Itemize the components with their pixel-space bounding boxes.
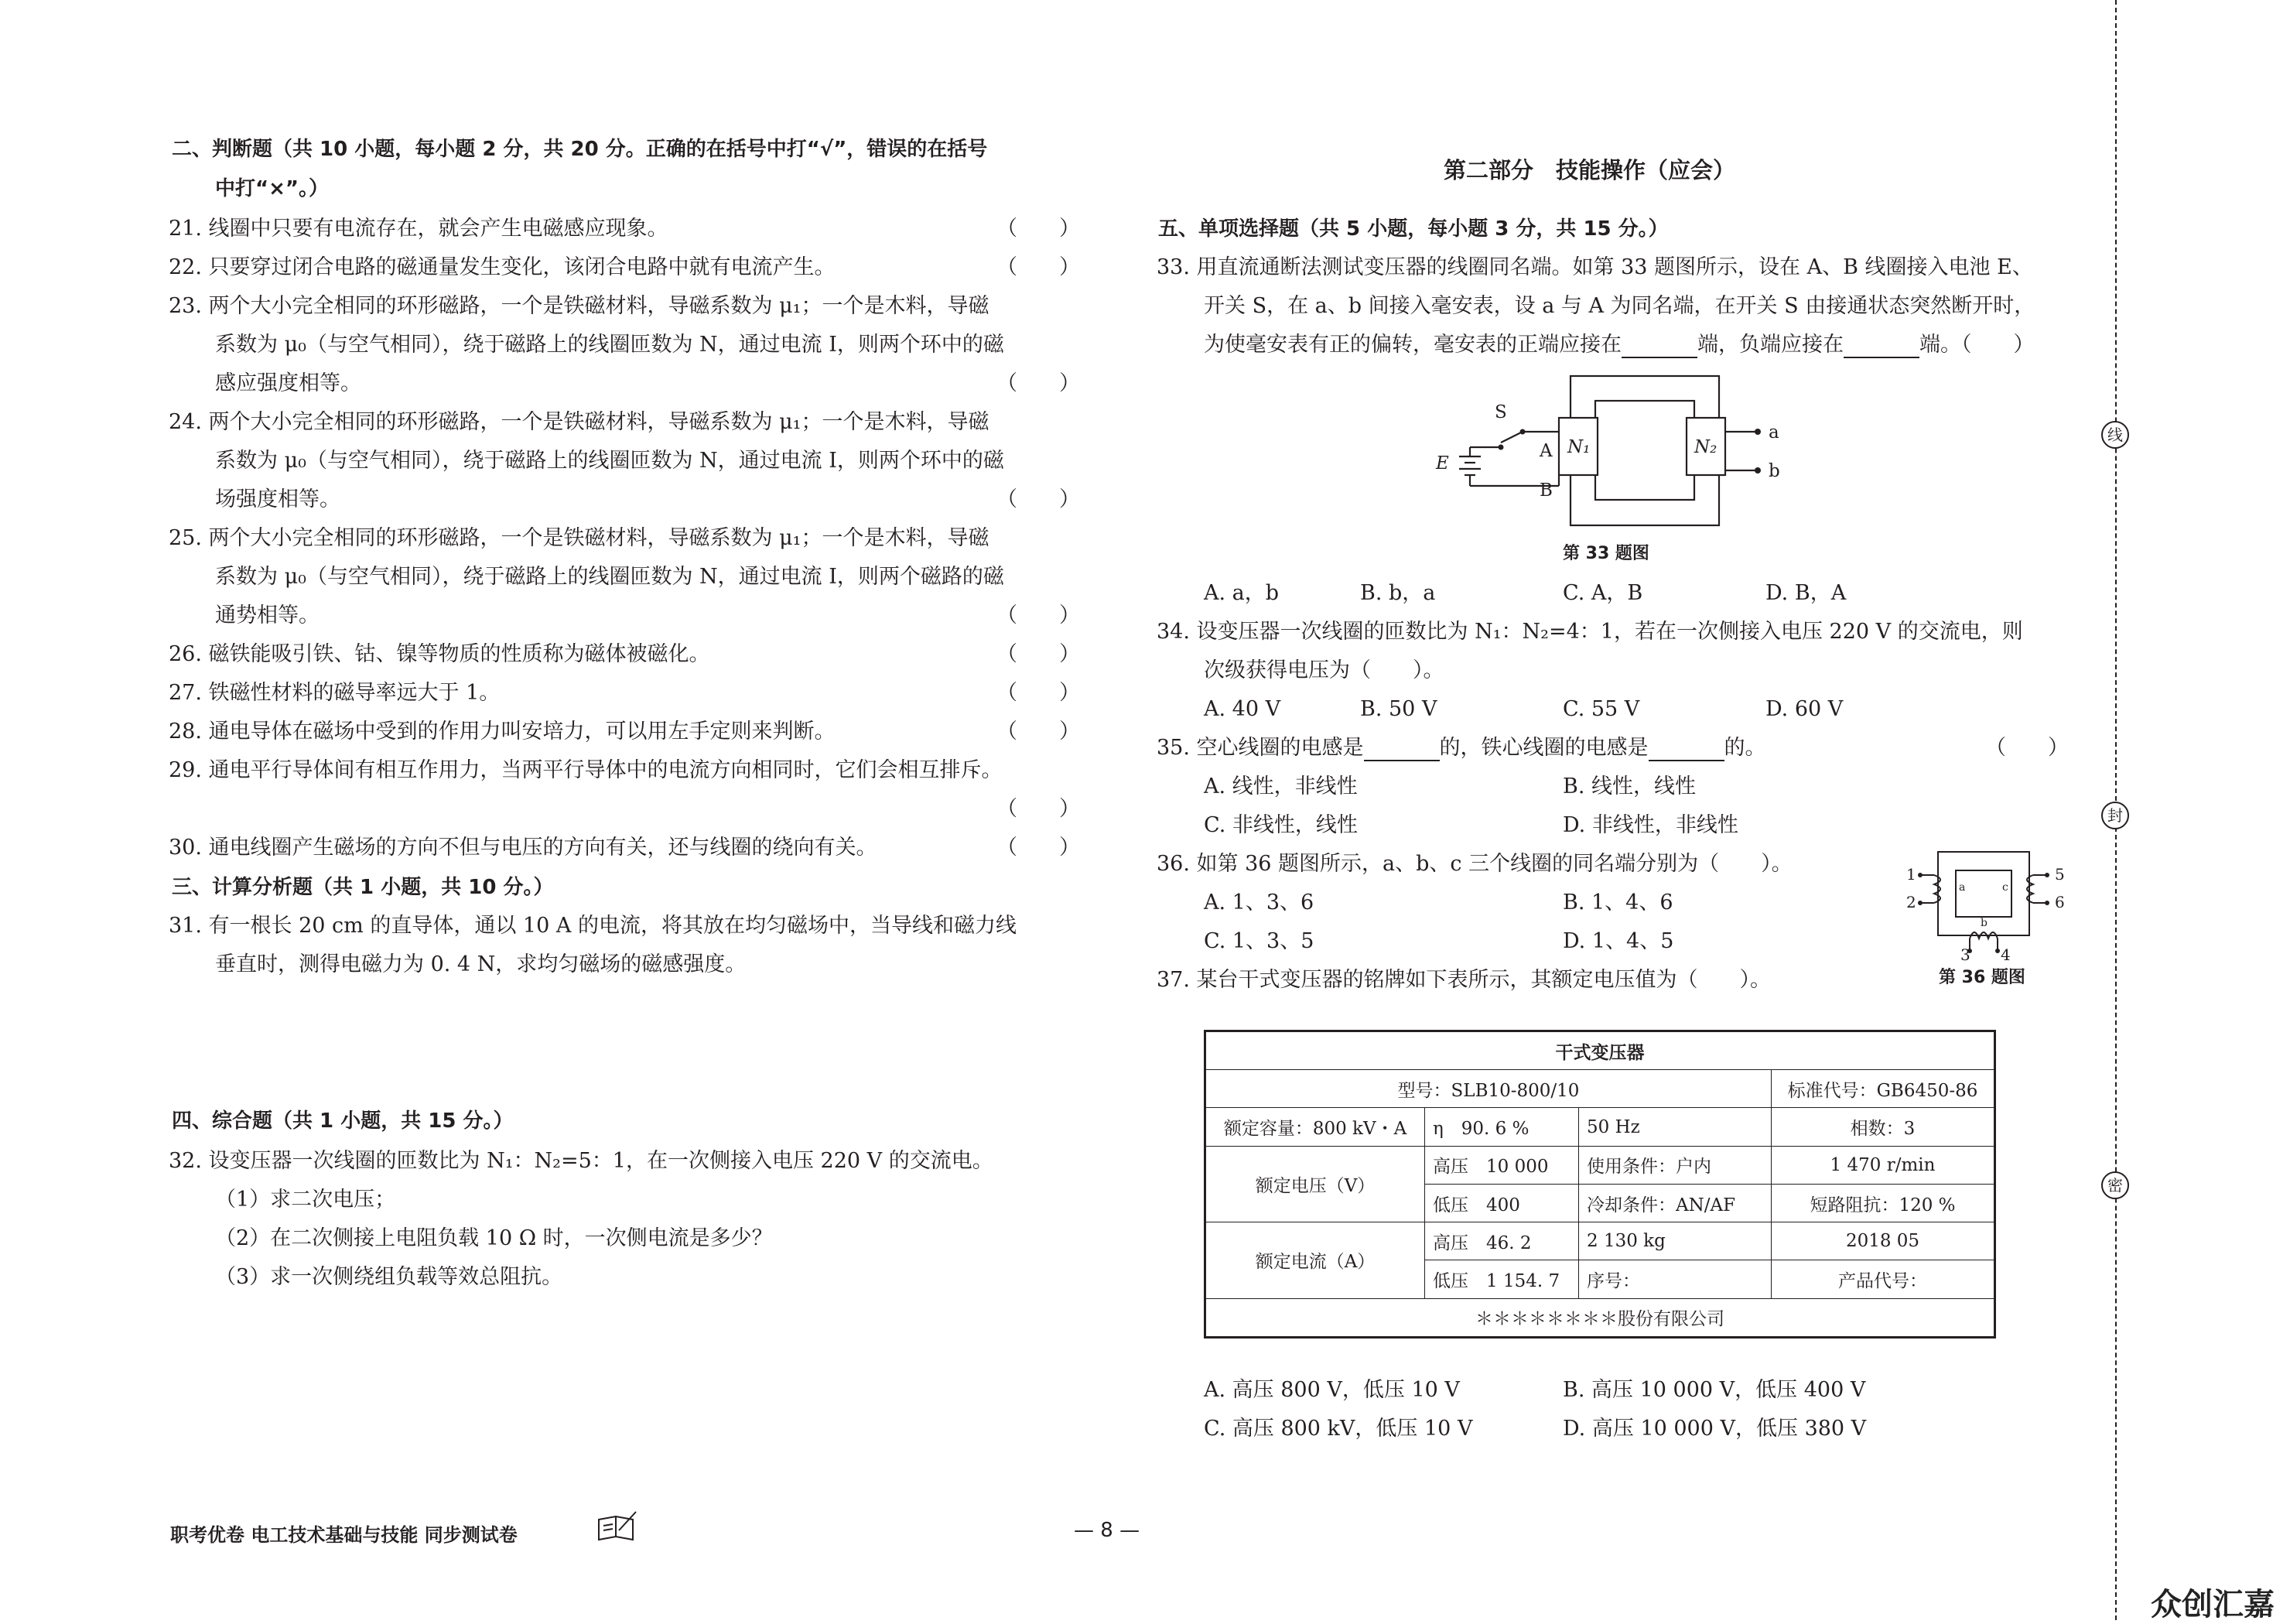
- q34-option-d[interactable]: D. 60 V: [1765, 697, 1844, 721]
- fill-blank[interactable]: [1364, 741, 1440, 761]
- section2-title: 二、判断题（共 10 小题，每小题 2 分，共 20 分。正确的在括号中打“√”，错误的在括号: [172, 138, 988, 161]
- question-35: [1157, 735, 1766, 761]
- section5-title: 五、单项选择题（共 5 小题，每小题 3 分，共 15 分。）: [1158, 217, 1669, 241]
- margin-char-feng: 封: [2101, 802, 2129, 829]
- nameplate-model: 型号：SLB10-800/10: [1205, 1070, 1772, 1108]
- answer-bracket[interactable]: （ ）: [996, 487, 1080, 511]
- q34-option-a[interactable]: A. 40 V: [1204, 697, 1281, 721]
- question-22: 22. 只要穿过闭合电路的磁通量发生变化，该闭合电路中就有电流产生。: [169, 255, 836, 279]
- answer-bracket[interactable]: （ ）: [996, 797, 1080, 821]
- nameplate-short-circuit: 短路阻抗：120 %: [1772, 1184, 1995, 1222]
- label-b-upper: B: [1540, 480, 1553, 501]
- nameplate-weight: 2 130 kg: [1579, 1222, 1772, 1260]
- nameplate-product-code: 产品代号：: [1772, 1260, 1995, 1298]
- question-33-line3: [1204, 332, 2035, 358]
- nameplate-title: 干式变压器: [1205, 1031, 1995, 1070]
- question-33-line2: 开关 S，在 a、b 间接入毫安表，设 a 与 A 为同名端，在开关 S 由接通状态突然断开时，: [1204, 294, 2035, 318]
- q36-option-c[interactable]: C. 1、3、5: [1204, 929, 1314, 953]
- fig36-c: c: [2002, 881, 2008, 894]
- q33-option-c[interactable]: C. A，B: [1563, 581, 1643, 605]
- label-n2: N₂: [1694, 437, 1718, 457]
- nameplate-speed: 1 470 r/min: [1772, 1146, 1995, 1184]
- figure-36-caption: 第 36 题图: [1939, 968, 2025, 987]
- question-25-line1: 25. 两个大小完全相同的环形磁路，一个是铁磁材料，导磁系数为 μ₁；一个是木料，导磁: [169, 526, 989, 550]
- question-30: 30. 通电线圈产生磁场的方向不但与电压的方向有关，还与线圈的绕向有关。: [169, 836, 877, 860]
- margin-char-xian: 线: [2101, 421, 2129, 449]
- nameplate-date: 2018 05: [1772, 1222, 1995, 1260]
- question-28: 28. 通电导体在磁场中受到的作用力叫安培力，可以用左手定则来判断。: [169, 720, 836, 744]
- label-e: E: [1436, 453, 1449, 474]
- q34-option-c[interactable]: C. 55 V: [1563, 697, 1640, 721]
- nameplate-phases: 相数：3: [1772, 1108, 1995, 1146]
- nameplate-cooling: 冷却条件：AN/AF: [1579, 1184, 1772, 1222]
- question-29: 29. 通电平行导体间有相互作用力，当两平行导体中的电流方向相同时，它们会相互排斥。: [169, 758, 1003, 782]
- part-title: 第二部分 技能操作（应会）: [1444, 157, 1736, 183]
- fill-blank[interactable]: [1649, 741, 1724, 761]
- nameplate-eta: η 90. 6 %: [1425, 1108, 1579, 1146]
- question-21: 21. 线圈中只要有电流存在，就会产生电磁感应现象。: [169, 217, 668, 241]
- question-27: 27. 铁磁性材料的磁导率远大于 1。: [169, 681, 501, 705]
- fill-blank[interactable]: [1844, 338, 1919, 358]
- question-32-part3: （3）求一次侧绕组负载等效总阻抗。: [215, 1265, 563, 1289]
- q33-text-c: 端。（ ）: [1919, 333, 2035, 357]
- question-24-line3: 场强度相等。: [215, 487, 340, 511]
- answer-bracket[interactable]: （ ）: [996, 371, 1080, 395]
- fig36-a: a: [1959, 881, 1966, 894]
- q35-text-b: 的，铁心线圈的电感是: [1439, 736, 1649, 760]
- fig36-n3: 3: [1960, 945, 1970, 962]
- question-23-line3: 感应强度相等。: [215, 371, 361, 395]
- answer-bracket[interactable]: （ ）: [1985, 736, 2069, 760]
- nameplate-frequency: 50 Hz: [1579, 1108, 1772, 1146]
- answer-bracket[interactable]: （ ）: [996, 720, 1080, 744]
- q33-text-b: 端，负端应接在: [1697, 333, 1844, 357]
- question-32: 32. 设变压器一次线圈的匝数比为 N₁：N₂=5：1，在一次侧接入电压 220 V 的交流电。: [169, 1149, 993, 1173]
- q33-option-b[interactable]: B. b，a: [1360, 581, 1436, 605]
- q35-text-a: 35. 空心线圈的电感是: [1157, 736, 1364, 760]
- question-31-line1: 31. 有一根长 20 cm 的直导体，通以 10 A 的电流，将其放在均匀磁场中，当导线和磁力线: [169, 914, 1017, 938]
- question-31-line2: 垂直时，测得电磁力为 0. 4 N，求均匀磁场的磁感强度。: [215, 952, 747, 976]
- answer-bracket[interactable]: （ ）: [996, 642, 1080, 666]
- q37-option-d[interactable]: D. 高压 10 000 V，低压 380 V: [1563, 1417, 1867, 1441]
- fig36-n1: 1: [1906, 865, 1916, 884]
- question-23-line1: 23. 两个大小完全相同的环形磁路，一个是铁磁材料，导磁系数为 μ₁；一个是木料，导磁: [169, 294, 989, 318]
- figure-33-caption: 第 33 题图: [1563, 544, 1649, 563]
- q37-option-c[interactable]: C. 高压 800 kV，低压 10 V: [1204, 1417, 1473, 1441]
- question-32-part1: （1）求二次电压；: [215, 1188, 396, 1212]
- answer-bracket[interactable]: （ ）: [996, 255, 1080, 279]
- q37-option-b[interactable]: B. 高压 10 000 V，低压 400 V: [1563, 1378, 1866, 1402]
- question-34-line2: 次级获得电压为（ ）。: [1204, 658, 1444, 682]
- question-34-line1: 34. 设变压器一次线圈的匝数比为 N₁：N₂=4：1，若在一次侧接入电压 220 V 的交流电，则: [1157, 620, 2023, 644]
- q33-text-a: 为使毫安表有正的偏转，毫安表的正端应接在: [1204, 333, 1622, 357]
- fig36-n5: 5: [2055, 865, 2065, 884]
- page-number: — 8 —: [1074, 1519, 1140, 1542]
- fig36-n6: 6: [2055, 893, 2065, 911]
- nameplate-standard: 标准代号：GB6450-86: [1772, 1070, 1995, 1108]
- question-24-line2: 系数为 μ₀（与空气相同），绕于磁路上的线圈匝数为 N，通过电流 I，则两个环中的磁: [215, 449, 1004, 473]
- nameplate-lv-voltage: 低压 400: [1425, 1184, 1579, 1222]
- book-icon: [596, 1509, 639, 1543]
- question-33-line1: 33. 用直流通断法测试变压器的线圈同名端。如第 33 题图所示，设在 A、B 线圈接入电池 E、: [1157, 255, 2033, 279]
- question-25-line3: 通势相等。: [215, 603, 320, 627]
- q34-option-b[interactable]: B. 50 V: [1360, 697, 1437, 721]
- nameplate-hv-current: 高压 46. 2: [1425, 1222, 1579, 1260]
- fig36-b: b: [1981, 917, 1988, 929]
- section2-title-cont: 中打“×”。）: [215, 177, 329, 200]
- fig36-n4: 4: [2001, 945, 2011, 962]
- fig36-n2: 2: [1906, 893, 1916, 911]
- q37-option-a[interactable]: A. 高压 800 V，低压 10 V: [1204, 1378, 1460, 1402]
- question-36: 36. 如第 36 题图所示，a、b、c 三个线圈的同名端分别为（ ）。: [1157, 852, 1793, 876]
- q35-option-b[interactable]: B. 线性，线性: [1563, 774, 1697, 798]
- q35-option-d[interactable]: D. 非线性，非线性: [1563, 813, 1738, 837]
- section4-title: 四、综合题（共 1 小题，共 15 分。）: [172, 1109, 514, 1133]
- q33-option-d[interactable]: D. B，A: [1765, 581, 1847, 605]
- nameplate-serial: 序号：: [1579, 1260, 1772, 1298]
- core-inner: [1956, 870, 2011, 917]
- nameplate-capacity: 额定容量：800 kV・A: [1205, 1108, 1425, 1146]
- q36-option-d[interactable]: D. 1、4、5: [1563, 929, 1674, 953]
- nameplate-rated-voltage: 额定电压（V）: [1205, 1146, 1425, 1222]
- label-a-lower: a: [1769, 422, 1779, 443]
- label-b-lower: b: [1769, 461, 1780, 481]
- section3-title: 三、计算分析题（共 1 小题，共 10 分。）: [172, 876, 554, 899]
- q35-option-c[interactable]: C. 非线性，线性: [1204, 813, 1358, 837]
- q33-option-a[interactable]: A. a，b: [1204, 581, 1280, 605]
- answer-bracket[interactable]: （ ）: [996, 681, 1080, 705]
- q35-text-c: 的。: [1724, 736, 1766, 760]
- question-37: 37. 某台干式变压器的铭牌如下表所示，其额定电压值为（ ）。: [1157, 968, 1772, 992]
- label-s: S: [1495, 402, 1507, 422]
- label-a-upper: A: [1540, 441, 1553, 461]
- figure-36-diagram: [1903, 847, 2073, 962]
- nameplate-lv-current: 低压 1 154. 7: [1425, 1260, 1579, 1298]
- nameplate-table: [1204, 1030, 1996, 1339]
- label-n1: N₁: [1567, 437, 1591, 457]
- fill-blank[interactable]: [1622, 338, 1697, 358]
- q35-option-a[interactable]: A. 线性，非线性: [1204, 774, 1358, 798]
- q36-option-a[interactable]: A. 1、3、6: [1204, 891, 1314, 915]
- core-inner: [1595, 401, 1694, 500]
- question-24-line1: 24. 两个大小完全相同的环形磁路，一个是铁磁材料，导磁系数为 μ₁；一个是木料，导磁: [169, 410, 989, 434]
- answer-bracket[interactable]: （ ）: [996, 603, 1080, 627]
- question-32-part2: （2）在二次侧接上电阻负载 10 Ω 时，一次侧电流是多少？: [215, 1226, 773, 1250]
- nameplate-hv-voltage: 高压 10 000: [1425, 1146, 1579, 1184]
- answer-bracket[interactable]: （ ）: [996, 836, 1080, 860]
- footer-book-title: 职考优卷 电工技术基础与技能 同步测试卷: [170, 1524, 518, 1546]
- nameplate-company: ＊＊＊＊＊＊＊＊股份有限公司: [1205, 1298, 1995, 1337]
- watermark-logo: 众创汇嘉: [2151, 1587, 2275, 1622]
- answer-bracket[interactable]: （ ）: [996, 217, 1080, 241]
- question-26: 26. 磁铁能吸引铁、钴、镍等物质的性质称为磁体被磁化。: [169, 642, 710, 666]
- figure-33-diagram: [1424, 370, 1795, 536]
- nameplate-use: 使用条件：户内: [1579, 1146, 1772, 1184]
- question-23-line2: 系数为 μ₀（与空气相同），绕于磁路上的线圈匝数为 N，通过电流 I，则两个环中的磁: [215, 333, 1004, 357]
- q36-option-b[interactable]: B. 1、4、6: [1563, 891, 1673, 915]
- margin-char-mi: 密: [2101, 1171, 2129, 1199]
- question-25-line2: 系数为 μ₀（与空气相同），绕于磁路上的线圈匝数为 N，通过电流 I，则两个磁路的磁: [215, 565, 1004, 589]
- nameplate-rated-current: 额定电流（A）: [1205, 1222, 1425, 1298]
